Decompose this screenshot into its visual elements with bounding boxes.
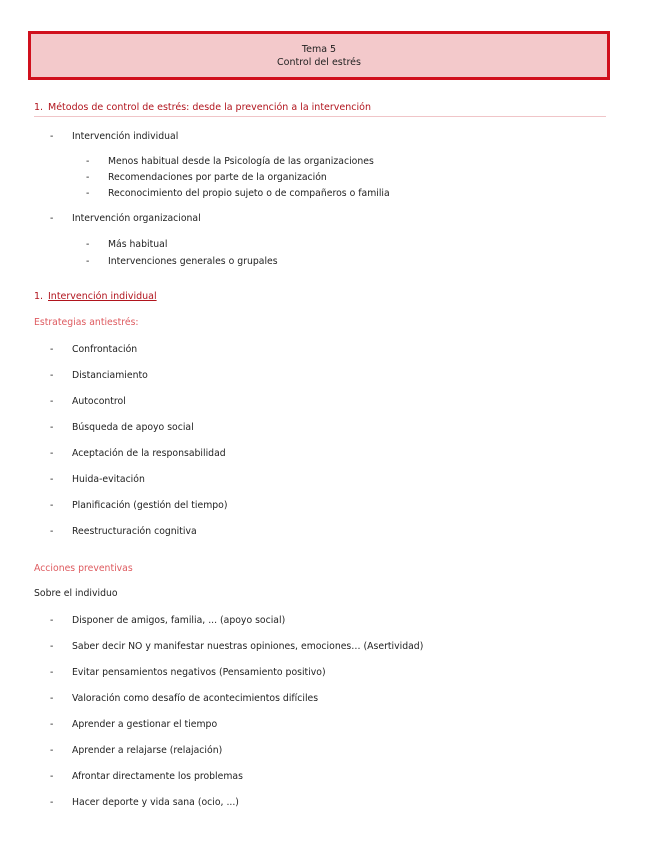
- list-item-text: Recomendaciones por parte de la organización: [108, 172, 327, 183]
- bullet-dash: -: [50, 526, 54, 537]
- section-1-title: Métodos de control de estrés: desde la prevención a la intervención: [48, 102, 371, 113]
- strategy-item: Autocontrol: [72, 396, 126, 407]
- bullet-dash: -: [50, 771, 54, 782]
- title-line-1: Tema 5: [301, 43, 337, 55]
- bullet-dash: -: [50, 641, 54, 652]
- bullet-dash: -: [50, 693, 54, 704]
- title-line-2: Control del estrés: [277, 56, 361, 68]
- preventive-item: Hacer deporte y vida sana (ocio, ...): [72, 797, 239, 808]
- group-label: Intervención individual: [72, 131, 179, 142]
- strategies-title: Estrategias antiestrés:: [34, 317, 139, 328]
- section-2-title: Intervención individual: [48, 291, 157, 302]
- strategy-item: Aceptación de la responsabilidad: [72, 448, 226, 459]
- strategy-item: Distanciamiento: [72, 370, 148, 381]
- bullet-dash: -: [86, 239, 90, 250]
- title-box: [28, 31, 610, 80]
- preventive-item: Disponer de amigos, familia, ... (apoyo social): [72, 615, 286, 626]
- bullet-dash: -: [50, 474, 54, 485]
- bullet-dash: -: [50, 131, 54, 142]
- bullet-dash: -: [50, 344, 54, 355]
- group-label: Intervención organizacional: [72, 213, 201, 224]
- preventive-item: Aprender a gestionar el tiempo: [72, 719, 218, 730]
- bullet-dash: -: [50, 422, 54, 433]
- list-item-text: Menos habitual desde la Psicología de las organizaciones: [108, 156, 374, 167]
- preventive-item: Afrontar directamente los problemas: [72, 771, 243, 782]
- preventive-item: Evitar pensamientos negativos (Pensamiento positivo): [72, 667, 326, 678]
- preventive-subtitle: Sobre el individuo: [34, 588, 118, 599]
- section-1-heading: [34, 102, 606, 117]
- bullet-dash: -: [50, 213, 54, 224]
- bullet-dash: -: [86, 188, 90, 199]
- bullet-dash: -: [50, 500, 54, 511]
- strategy-item: Búsqueda de apoyo social: [72, 422, 194, 433]
- strategy-item: Reestructuración cognitiva: [72, 526, 197, 537]
- preventive-item: Saber decir NO y manifestar nuestras opiniones, emociones… (Asertividad): [72, 641, 424, 652]
- bullet-dash: -: [86, 172, 90, 183]
- strategy-item: Huida-evitación: [72, 474, 145, 485]
- bullet-dash: -: [50, 667, 54, 678]
- bullet-dash: -: [86, 156, 90, 167]
- strategy-item: Confrontación: [72, 344, 138, 355]
- preventive-item: Valoración como desafío de acontecimientos difíciles: [72, 693, 319, 704]
- list-item-text: Reconocimiento del propio sujeto o de compañeros o familia: [108, 188, 390, 199]
- strategy-item: Planificación (gestión del tiempo): [72, 500, 228, 511]
- bullet-dash: -: [50, 396, 54, 407]
- bullet-dash: -: [50, 745, 54, 756]
- bullet-dash: -: [50, 370, 54, 381]
- bullet-dash: -: [50, 719, 54, 730]
- section-2-number: 1.: [34, 291, 44, 302]
- section-1-number: 1.: [34, 102, 44, 113]
- preventive-title: Acciones preventivas: [34, 563, 133, 574]
- section-2-heading: [34, 291, 157, 302]
- list-item-text: Intervenciones generales o grupales: [108, 256, 278, 267]
- bullet-dash: -: [50, 797, 54, 808]
- preventive-item: Aprender a relajarse (relajación): [72, 745, 223, 756]
- bullet-dash: -: [50, 448, 54, 459]
- bullet-dash: -: [86, 256, 90, 267]
- list-item-text: Más habitual: [108, 239, 168, 250]
- bullet-dash: -: [50, 615, 54, 626]
